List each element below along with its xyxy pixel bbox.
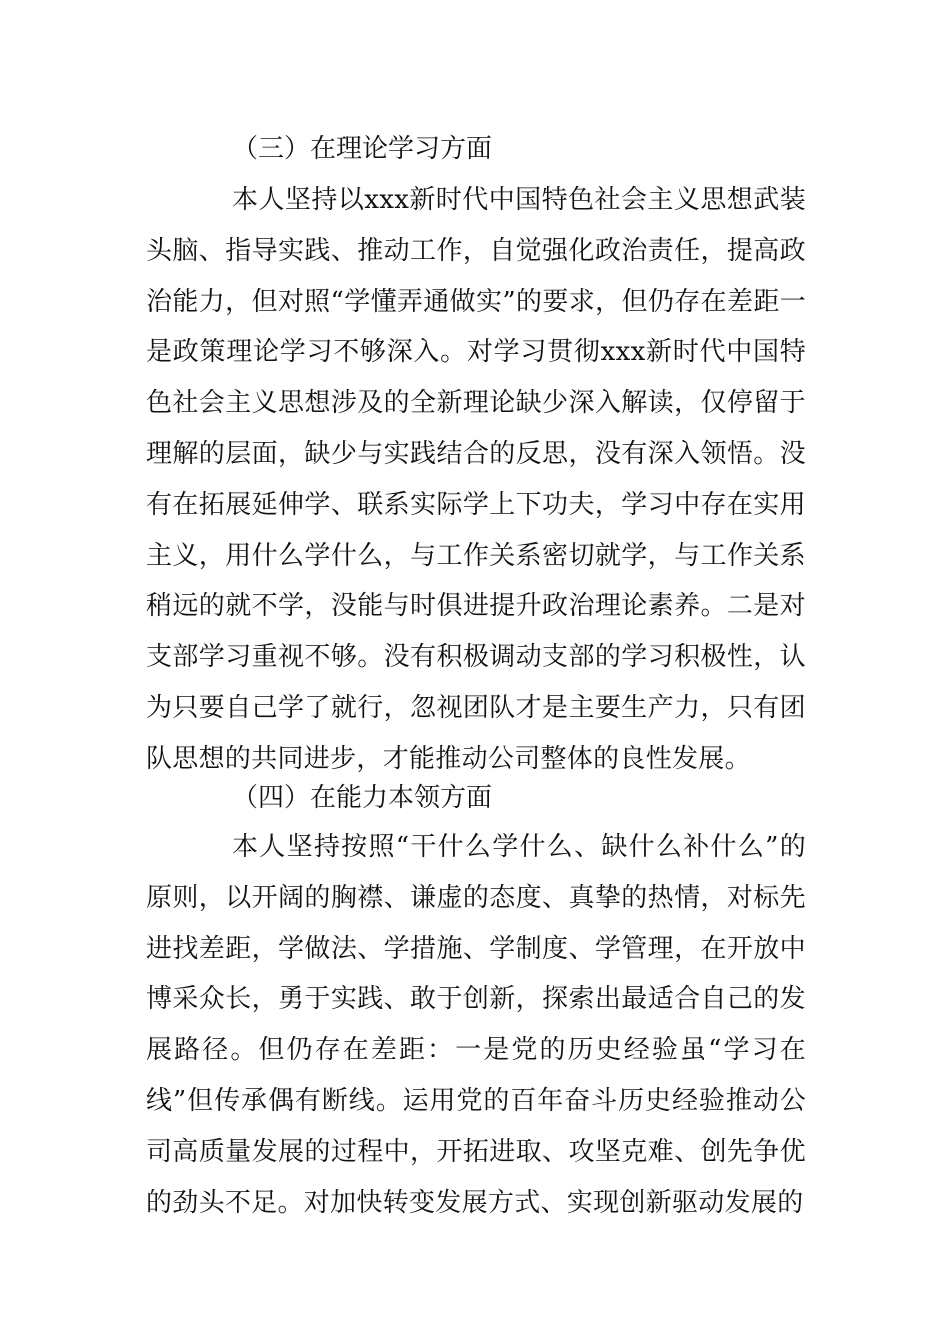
section-4-heading: （四）在能力本领方面 <box>232 783 493 813</box>
section-3-heading: （三）在理论学习方面 <box>232 134 493 164</box>
section-3-paragraph: 本人坚持以xxx新时代中国特色社会主义思想武装头脑、指导实践、推动工作，自觉强化政治责任，提高政治能力，但对照“学懂弄通做实”的要求，但仍存在差距一是政策理论学习不够深入。对学习贯彻xxx新时代中国特色社会主义思想涉及的全新理论缺少深入解读，仅停留于理解的层面，缺少与实践结合的反思，没有深入领悟。没有在拓展延伸学、联系实际学上下功夫，学习中存在实用主义，用什么学什么，与工作关系密切就学，与工作关系稍远的就不学，没能与时俱进提升政治理论素养。二是对支部学习重视不够。没有积极调动支部的学习积极性，认为只要自己学了就行，忽视团队才是主要生产力，只有团队思想的共同进步，才能推动公司整体的良性发展。 <box>146 185 806 774</box>
section-4-paragraph: 本人坚持按照“干什么学什么、缺什么补什么”的原则，以开阔的胸襟、谦虚的态度、真挚的热情，对标先进找差距，学做法、学措施、学制度、学管理，在开放中博采众长，勇于实践、敢于创新，探索出最适合自己的发展路径。但仍存在差距：一是党的历史经验虽“学习在线”但传承偶有断线。运用党的百年奋斗历史经验推动公司高质量发展的过程中，开拓进取、攻坚克难、创先争优的劲头不足。对加快转变发展方式、实现创新驱动发展的 <box>146 832 806 1218</box>
